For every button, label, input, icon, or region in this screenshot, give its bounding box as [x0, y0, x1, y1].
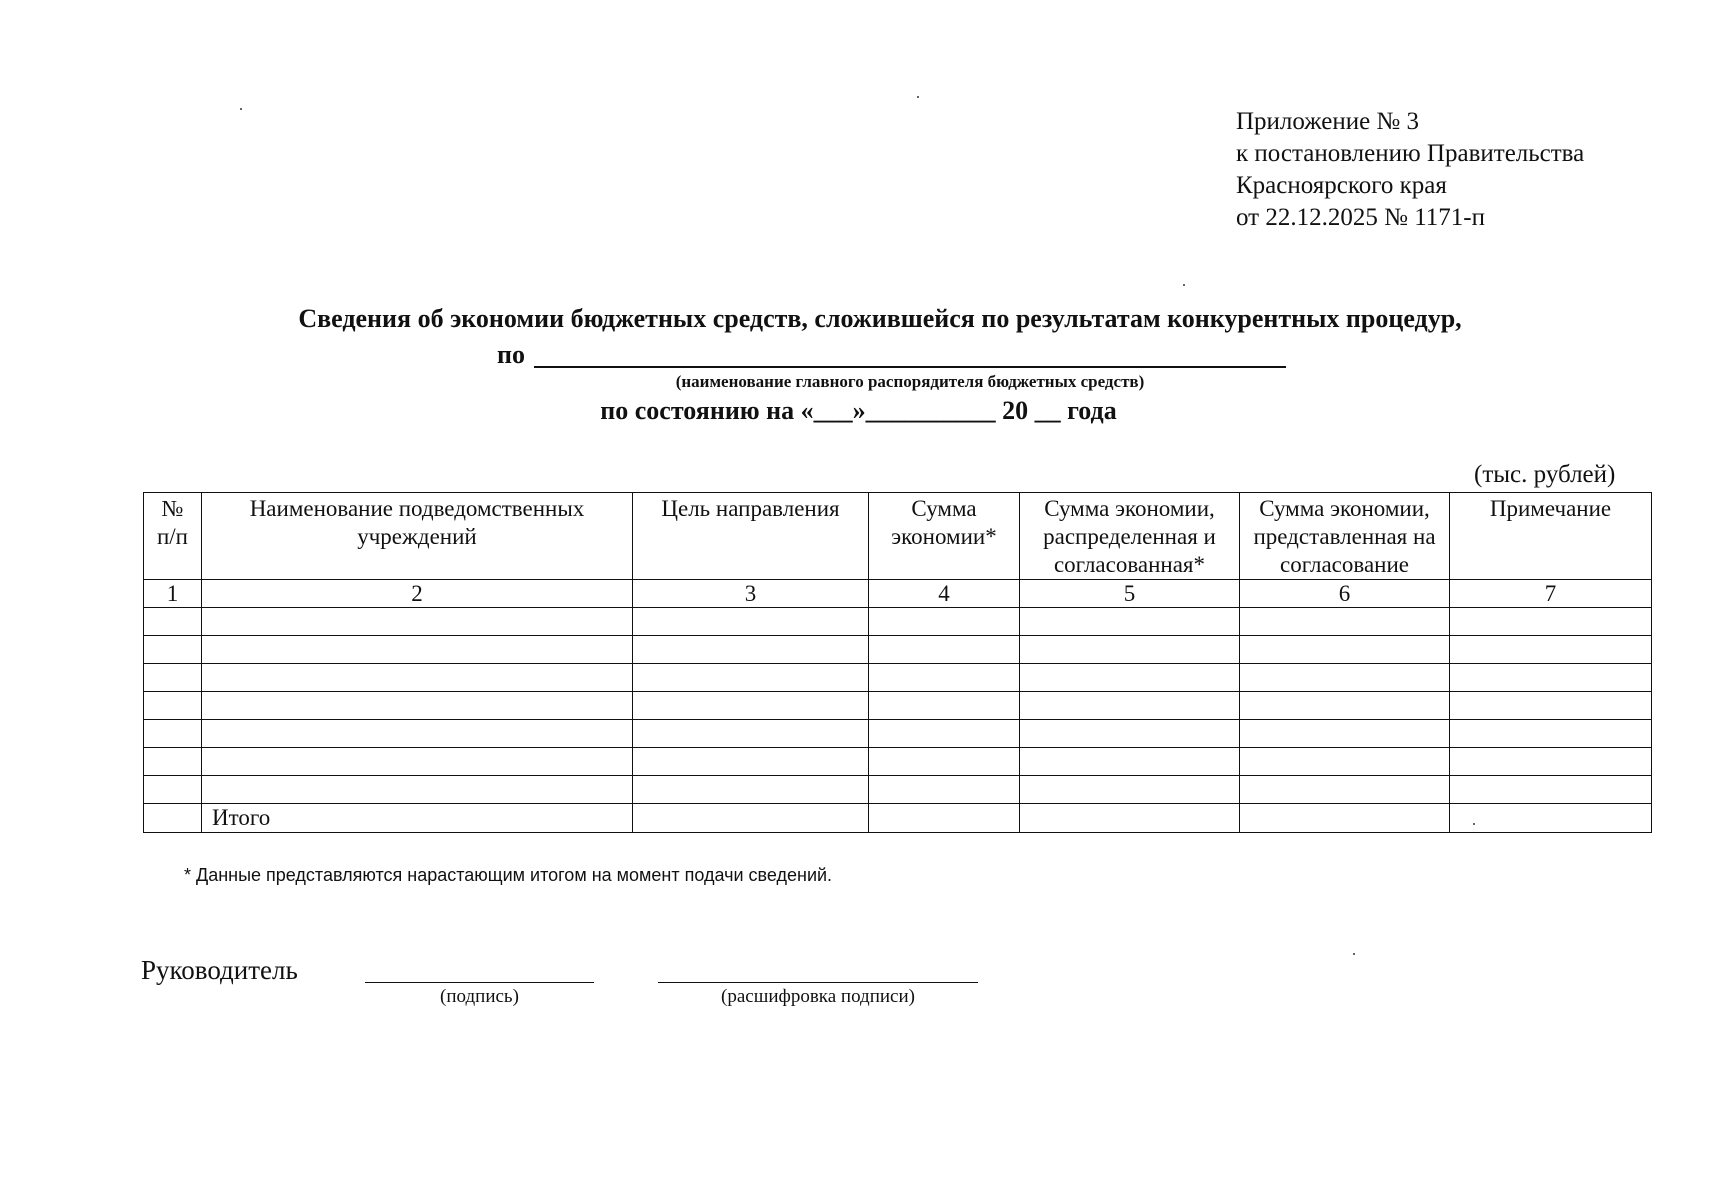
column-number-cell: 3	[633, 580, 869, 608]
table-cell	[869, 692, 1020, 720]
table-row	[144, 608, 1652, 636]
signature-caption: (подпись)	[440, 986, 519, 1007]
table-cell	[202, 720, 633, 748]
total-cell	[144, 804, 202, 833]
units-label: (тыс. рублей)	[1474, 461, 1616, 488]
table-cell	[869, 636, 1020, 664]
column-number-cell: 2	[202, 580, 633, 608]
total-cell	[1240, 804, 1450, 833]
scan-speck	[1473, 823, 1475, 825]
table-cell	[202, 608, 633, 636]
org-name-caption: (наименование главного распорядителя бюджетных средств)	[675, 372, 1145, 391]
header-cell-note: Примечание	[1450, 493, 1652, 580]
table-cell	[1020, 720, 1240, 748]
column-number-row	[144, 580, 1652, 608]
table-cell	[1240, 720, 1450, 748]
table-cell	[1020, 636, 1240, 664]
table-row	[144, 636, 1652, 664]
table-cell	[1020, 692, 1240, 720]
scan-speck	[1183, 284, 1185, 286]
table-cell	[1020, 748, 1240, 776]
table-cell	[1450, 692, 1652, 720]
table-cell	[202, 776, 633, 804]
table-cell	[1240, 776, 1450, 804]
header-cell-submitted-sum: Сумма экономии, представленная на согласование	[1240, 493, 1450, 580]
report-date-line: по состоянию на «___»__________ 20 __ года	[600, 396, 1117, 425]
scan-speck	[1353, 953, 1355, 955]
table-cell	[869, 748, 1020, 776]
table-cell	[144, 636, 202, 664]
table-cell	[633, 776, 869, 804]
head-label: Руководитель	[141, 955, 298, 985]
table-cell	[202, 636, 633, 664]
table-row	[144, 776, 1652, 804]
table-cell	[633, 748, 869, 776]
header-cell-distributed-sum: Сумма экономии, распределенная и согласованная*	[1020, 493, 1240, 580]
total-label: Итого	[202, 804, 633, 833]
column-number-cell: 6	[1240, 580, 1450, 608]
org-name-fill-line	[534, 366, 1286, 368]
table-cell	[1020, 776, 1240, 804]
table-cell	[1240, 692, 1450, 720]
header-cell-savings-sum: Сумма экономии*	[869, 493, 1020, 580]
table-cell	[1450, 636, 1652, 664]
table-cell	[1450, 664, 1652, 692]
table-cell	[869, 608, 1020, 636]
total-cell	[1450, 804, 1652, 833]
table-cell	[1240, 664, 1450, 692]
signature-line	[365, 982, 594, 983]
appendix-line: к постановлению Правительства	[1236, 140, 1585, 167]
scan-speck	[240, 108, 242, 110]
table-cell	[1240, 636, 1450, 664]
po-label: по	[497, 340, 525, 369]
table-cell	[144, 608, 202, 636]
total-cell	[1020, 804, 1240, 833]
column-number-cell: 5	[1020, 580, 1240, 608]
table-cell	[1450, 748, 1652, 776]
table-row	[144, 748, 1652, 776]
table-header-row	[144, 493, 1652, 580]
table-cell	[144, 776, 202, 804]
table-cell	[633, 692, 869, 720]
table-cell	[202, 664, 633, 692]
signature-decoding-line	[658, 982, 978, 983]
table-cell	[633, 636, 869, 664]
column-number-cell: 4	[869, 580, 1020, 608]
total-cell	[633, 804, 869, 833]
table-cell	[202, 692, 633, 720]
table-row	[144, 720, 1652, 748]
header-cell-purpose: Цель направления	[633, 493, 869, 580]
signature-decoding-caption: (расшифровка подписи)	[721, 986, 915, 1007]
table-cell	[1450, 776, 1652, 804]
savings-table	[143, 492, 1652, 833]
table-cell	[869, 664, 1020, 692]
footnote: * Данные представляются нарастающим итогом на момент подачи сведений.	[184, 865, 833, 885]
table-cell	[869, 720, 1020, 748]
table-cell	[633, 664, 869, 692]
scan-speck	[917, 96, 919, 98]
appendix-reference	[1236, 106, 1584, 234]
total-row	[144, 804, 1652, 833]
column-number-cell: 7	[1450, 580, 1652, 608]
table-row	[144, 664, 1652, 692]
table-cell	[144, 692, 202, 720]
header-cell-institutions: Наименование подведомственных учреждений	[202, 493, 633, 580]
appendix-line: от 22.12.2025 № 1171-п	[1236, 204, 1485, 231]
table-row	[144, 692, 1652, 720]
document-title: Сведения об экономии бюджетных средств, сложившейся по результатам конкурентных процедур,	[298, 304, 1462, 333]
appendix-line: Приложение № 3	[1236, 108, 1420, 135]
table-cell	[202, 748, 633, 776]
table-cell	[144, 720, 202, 748]
appendix-line: Красноярского края	[1236, 172, 1447, 199]
table-cell	[1240, 608, 1450, 636]
table-cell	[869, 776, 1020, 804]
table-cell	[1450, 608, 1652, 636]
total-cell	[869, 804, 1020, 833]
table-cell	[1450, 720, 1652, 748]
table-cell	[633, 720, 869, 748]
table-cell	[1020, 664, 1240, 692]
header-cell-number: № п/п	[144, 493, 202, 580]
column-number-cell: 1	[144, 580, 202, 608]
table-cell	[144, 664, 202, 692]
table-cell	[633, 608, 869, 636]
table-cell	[144, 748, 202, 776]
table-cell	[1240, 748, 1450, 776]
table-cell	[1020, 608, 1240, 636]
